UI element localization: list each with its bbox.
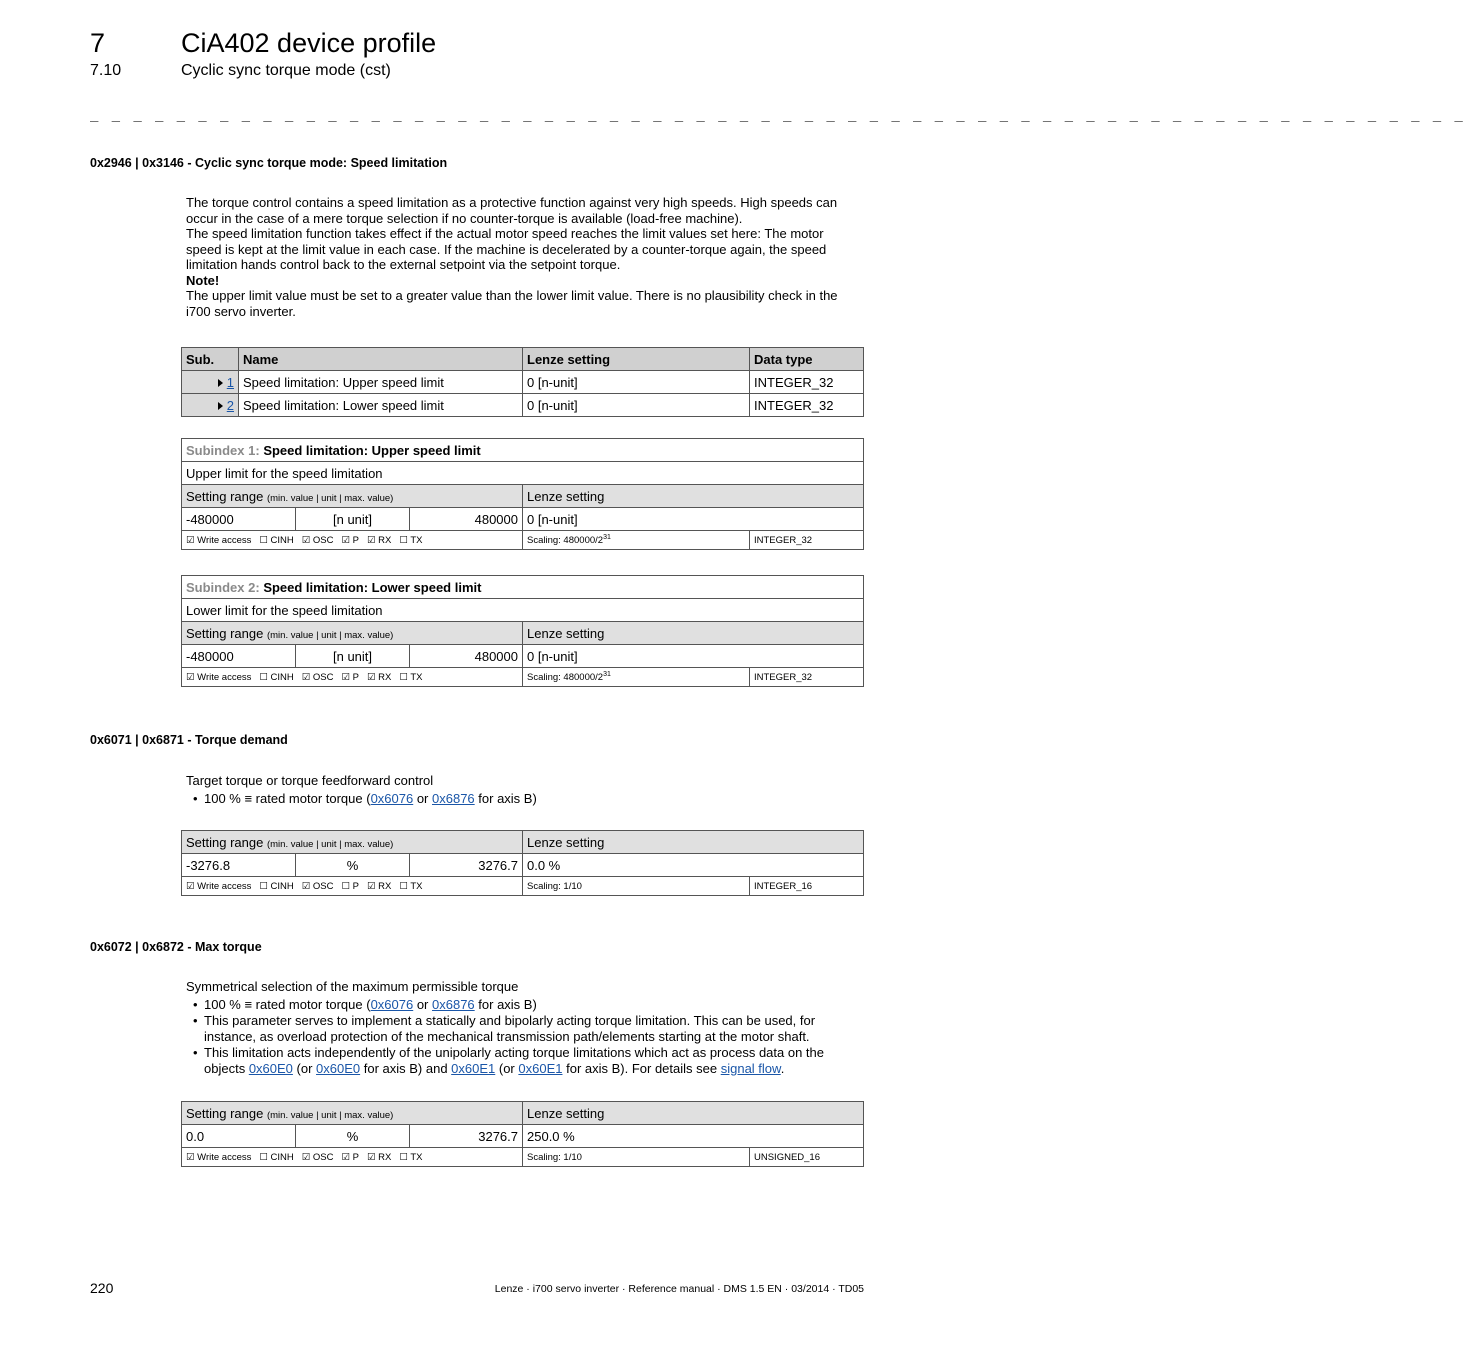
cinh-flag: ☐ CINH bbox=[259, 1151, 294, 1163]
write-access-flag: ☑ Write access bbox=[186, 1151, 252, 1163]
osc-flag: ☑ OSC bbox=[301, 671, 334, 683]
bullet-text: for axis B) bbox=[474, 996, 537, 1012]
list-item bbox=[186, 997, 862, 1013]
bullet-text: for axis B) bbox=[474, 790, 537, 806]
min-value: -480000 bbox=[182, 508, 296, 531]
data-type: INTEGER_32 bbox=[750, 668, 864, 687]
max-torque-para: Symmetrical selection of the maximum permissible torque bbox=[186, 979, 519, 994]
bullet-text: for axis B) and bbox=[360, 1060, 452, 1076]
tx-flag: ☐ TX bbox=[399, 1151, 423, 1163]
subindex-link-2[interactable]: 2 bbox=[226, 397, 234, 413]
write-access-flag: ☑ Write access bbox=[186, 534, 252, 546]
unit-value: [n unit] bbox=[296, 645, 410, 668]
osc-flag: ☑ OSC bbox=[301, 534, 334, 546]
tx-flag: ☐ TX bbox=[399, 880, 423, 892]
osc-flag: ☑ OSC bbox=[301, 1151, 334, 1163]
table-row bbox=[182, 394, 864, 417]
lenze-value: 0 [n-unit] bbox=[523, 508, 864, 531]
sub-cell[interactable] bbox=[182, 371, 239, 394]
max-value: 480000 bbox=[410, 508, 523, 531]
lenze-value: 0 [n-unit] bbox=[523, 645, 864, 668]
tx-flag: ☐ TX bbox=[399, 671, 423, 683]
range-hint: (min. value | unit | max. value) bbox=[266, 629, 394, 641]
lenze-cell: 0 [n-unit] bbox=[523, 394, 750, 417]
link-0x6876[interactable]: 0x6876 bbox=[432, 790, 475, 806]
max-value: 3276.7 bbox=[410, 1125, 523, 1148]
page-number: 220 bbox=[90, 1280, 114, 1296]
p-flag: ☐ P bbox=[341, 880, 359, 892]
link-0x6076[interactable]: 0x6076 bbox=[370, 790, 414, 806]
min-value: 0.0 bbox=[182, 1125, 296, 1148]
list-item bbox=[186, 791, 862, 807]
access-flags bbox=[182, 877, 523, 896]
speed-limit-para-2: The speed limitation function takes effect if the actual motor speed reaches the limit values set here: The motor speed is kept at the limit value in each case. If the machine is decelerated by a counter-torque again, the speed limitation hands control back to the external setpoint via the setpoint torque. bbox=[186, 226, 827, 272]
cinh-flag: ☐ CINH bbox=[259, 880, 294, 892]
link-0x60e1[interactable]: 0x60E1 bbox=[451, 1060, 496, 1076]
unit-value: % bbox=[296, 854, 410, 877]
col-lenze-header: Lenze setting bbox=[523, 348, 750, 371]
scaling: Scaling: 1/10 bbox=[523, 1148, 750, 1167]
subindex-1-table bbox=[181, 438, 864, 550]
rx-flag: ☑ RX bbox=[367, 534, 392, 546]
link-0x60e0[interactable]: 0x60E0 bbox=[248, 1060, 293, 1076]
bullet-text: or bbox=[413, 790, 433, 806]
access-flags bbox=[182, 1148, 523, 1167]
subindex-prefix: Subindex 1: bbox=[186, 442, 260, 458]
bullet-text: (or bbox=[292, 1060, 317, 1076]
lenze-cell: 0 [n-unit] bbox=[523, 371, 750, 394]
subindex-2-caption bbox=[182, 576, 864, 599]
p-flag: ☑ P bbox=[341, 671, 359, 683]
section-title: Cyclic sync torque mode (cst) bbox=[181, 62, 391, 79]
max-torque-table bbox=[181, 1101, 864, 1167]
scaling-exponent: 31 bbox=[603, 533, 611, 541]
list-item bbox=[186, 1045, 862, 1076]
subindex-title: Speed limitation: Upper speed limit bbox=[263, 442, 481, 458]
min-value: -3276.8 bbox=[182, 854, 296, 877]
col-name-header: Name bbox=[239, 348, 523, 371]
bullet-text: . bbox=[780, 1060, 785, 1076]
subindex-prefix: Subindex 2: bbox=[186, 579, 260, 595]
speed-limit-description bbox=[186, 195, 862, 319]
col-sub-header: Sub. bbox=[182, 348, 239, 371]
name-cell: Speed limitation: Upper speed limit bbox=[239, 371, 523, 394]
type-cell: INTEGER_32 bbox=[750, 371, 864, 394]
unit-value: [n unit] bbox=[296, 508, 410, 531]
table-row bbox=[182, 371, 864, 394]
max-value: 3276.7 bbox=[410, 854, 523, 877]
expand-arrow-icon[interactable] bbox=[218, 402, 223, 410]
lenze-setting-label: Lenze setting bbox=[523, 831, 864, 854]
osc-flag: ☑ OSC bbox=[301, 880, 334, 892]
range-label: Setting range bbox=[186, 625, 264, 641]
setting-range-label bbox=[182, 831, 523, 854]
setting-range-label bbox=[182, 485, 523, 508]
speed-limit-para-3: The upper limit value must be set to a greater value than the lower limit value. There is no plausibility check in the i700 servo inverter. bbox=[186, 288, 838, 319]
data-type: UNSIGNED_16 bbox=[750, 1148, 864, 1167]
lenze-setting-label: Lenze setting bbox=[523, 1102, 864, 1125]
max-value: 480000 bbox=[410, 645, 523, 668]
torque-demand-heading: 0x6071 | 0x6871 - Torque demand bbox=[90, 733, 288, 747]
name-cell: Speed limitation: Lower speed limit bbox=[239, 394, 523, 417]
bullet-text: 100 % ≡ rated motor torque ( bbox=[204, 790, 371, 806]
scaling bbox=[523, 668, 750, 687]
lenze-value: 0.0 % bbox=[523, 854, 864, 877]
sub-cell[interactable] bbox=[182, 394, 239, 417]
section-number: 7.10 bbox=[90, 62, 122, 79]
range-label: Setting range bbox=[186, 1105, 264, 1121]
link-0x6876[interactable]: 0x6876 bbox=[432, 996, 475, 1012]
type-cell: INTEGER_32 bbox=[750, 394, 864, 417]
subindex-2-table bbox=[181, 575, 864, 687]
link-0x6076[interactable]: 0x6076 bbox=[370, 996, 414, 1012]
scaling-text: Scaling: 480000/2 bbox=[527, 672, 604, 684]
chapter-title: CiA402 device profile bbox=[181, 28, 437, 58]
expand-arrow-icon[interactable] bbox=[218, 379, 223, 387]
range-label: Setting range bbox=[186, 488, 264, 504]
rx-flag: ☑ RX bbox=[367, 1151, 392, 1163]
lenze-setting-label: Lenze setting bbox=[523, 622, 864, 645]
max-torque-heading: 0x6072 | 0x6872 - Max torque bbox=[90, 940, 262, 954]
bullet-text: or bbox=[413, 996, 433, 1012]
header-separator: _ _ _ _ _ _ _ _ _ _ _ _ _ _ _ _ _ _ _ _ _ _ _ _ _ _ _ _ _ _ _ _ _ _ _ _ _ _ _ _ _ _ _ _ _ _ _ _ _ _ _ _ _ _ _ _ _ _ _ _ _ _ _ _ bbox=[90, 106, 1465, 122]
scaling bbox=[523, 531, 750, 550]
subindex-description: Upper limit for the speed limitation bbox=[182, 462, 864, 485]
cinh-flag: ☐ CINH bbox=[259, 671, 294, 683]
setting-range-label bbox=[182, 622, 523, 645]
torque-demand-description bbox=[186, 773, 862, 807]
speed-limit-para-1: The torque control contains a speed limitation as a protective function against very high speeds. High speeds can occur in the case of a mere torque selection if no counter-torque is available (load-free machine). bbox=[186, 195, 838, 226]
data-type: INTEGER_16 bbox=[750, 877, 864, 896]
unit-value: % bbox=[296, 1125, 410, 1148]
range-hint: (min. value | unit | max. value) bbox=[266, 1109, 394, 1121]
subindex-1-caption bbox=[182, 439, 864, 462]
subindex-description: Lower limit for the speed limitation bbox=[182, 599, 864, 622]
range-hint: (min. value | unit | max. value) bbox=[266, 492, 394, 504]
note-label: Note! bbox=[186, 272, 220, 288]
torque-demand-para: Target torque or torque feedforward control bbox=[186, 773, 434, 788]
chapter-number: 7 bbox=[90, 28, 106, 58]
link-0x60e0-axis-b[interactable]: 0x60E0 bbox=[316, 1060, 361, 1076]
access-flags bbox=[182, 668, 523, 687]
torque-demand-table bbox=[181, 830, 864, 896]
lenze-setting-label: Lenze setting bbox=[523, 485, 864, 508]
tx-flag: ☐ TX bbox=[399, 534, 423, 546]
footer-text: Lenze · i700 servo inverter · Reference manual · DMS 1.5 EN · 03/2014 · TD05 bbox=[494, 1283, 864, 1295]
subindex-link-1[interactable]: 1 bbox=[226, 374, 234, 390]
subindex-title: Speed limitation: Lower speed limit bbox=[263, 579, 482, 595]
rx-flag: ☑ RX bbox=[367, 880, 392, 892]
lenze-value: 250.0 % bbox=[523, 1125, 864, 1148]
col-type-header: Data type bbox=[750, 348, 864, 371]
bullet-text: for axis B). For details see bbox=[562, 1060, 721, 1076]
p-flag: ☑ P bbox=[341, 534, 359, 546]
data-type: INTEGER_32 bbox=[750, 531, 864, 550]
bullet-text: (or bbox=[495, 1060, 519, 1076]
range-hint: (min. value | unit | max. value) bbox=[266, 838, 394, 850]
bullet-text: 100 % ≡ rated motor torque ( bbox=[204, 996, 371, 1012]
write-access-flag: ☑ Write access bbox=[186, 880, 252, 892]
write-access-flag: ☑ Write access bbox=[186, 671, 252, 683]
scaling: Scaling: 1/10 bbox=[523, 877, 750, 896]
max-torque-description bbox=[186, 979, 862, 1077]
bullet-text: This limitation acts independently of the unipolarly acting torque limitations which act as process data on the objects bbox=[204, 1045, 825, 1076]
list-item: • This parameter serves to implement a statically and bipolarly acting torque limitation. This can be used, for instance, as overload protection of the mechanical transmission path/elements starting at the motor shaft. bbox=[186, 1013, 862, 1044]
scaling-text: Scaling: 480000/2 bbox=[527, 535, 604, 547]
link-signal-flow[interactable]: signal flow bbox=[720, 1060, 781, 1076]
min-value: -480000 bbox=[182, 645, 296, 668]
speed-limit-heading: 0x2946 | 0x3146 - Cyclic sync torque mode: Speed limitation bbox=[90, 156, 448, 170]
setting-range-label bbox=[182, 1102, 523, 1125]
rx-flag: ☑ RX bbox=[367, 671, 392, 683]
cinh-flag: ☐ CINH bbox=[259, 534, 294, 546]
p-flag: ☑ P bbox=[341, 1151, 359, 1163]
subindex-overview-table bbox=[181, 347, 864, 417]
scaling-exponent: 31 bbox=[603, 670, 611, 678]
link-0x60e1-axis-b[interactable]: 0x60E1 bbox=[518, 1060, 563, 1076]
access-flags bbox=[182, 531, 523, 550]
range-label: Setting range bbox=[186, 834, 264, 850]
